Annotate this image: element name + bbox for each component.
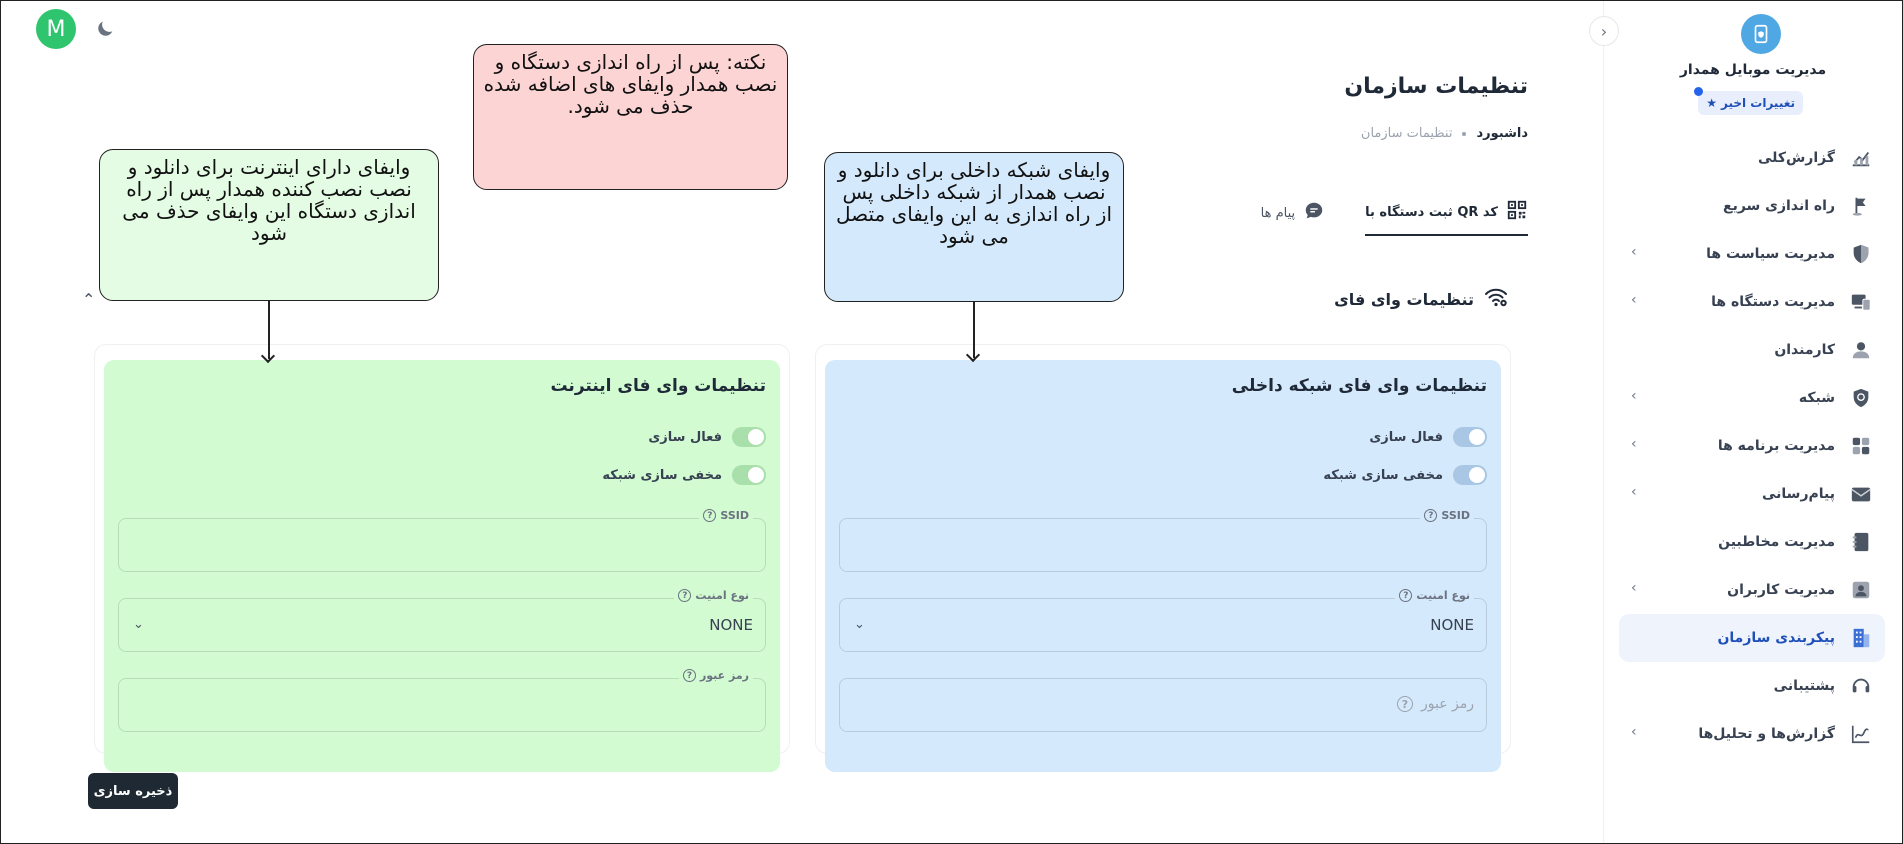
network-shield-icon: [1849, 386, 1873, 410]
chevron-down-icon: ⌄: [133, 617, 144, 632]
hide-network-toggle[interactable]: [732, 465, 766, 485]
sidebar-item-label: گزارش‌ها و تحلیل‌ها: [1698, 726, 1835, 742]
avatar[interactable]: M: [36, 9, 76, 49]
sidebar-item-label: مدیریت مخاطبین: [1718, 534, 1835, 550]
security-type-value: NONE: [1430, 616, 1474, 634]
chevron-left-icon: ‹: [1631, 580, 1637, 596]
qr-icon: [1506, 199, 1528, 225]
sidebar-item-label: مدیریت دستگاه ها: [1711, 294, 1835, 310]
hide-network-label: مخفی سازی شبکه: [602, 467, 722, 483]
sidebar: [1600, 0, 1903, 844]
sidebar-item-label: شبکه: [1798, 390, 1835, 406]
enable-row: [839, 426, 1487, 448]
sidebar-item-label: گزارش‌کلی: [1757, 150, 1835, 166]
password-placeholder: رمز عبور ?: [1397, 696, 1474, 712]
enable-toggle[interactable]: [732, 427, 766, 447]
recent-changes-badge[interactable]: [1698, 91, 1803, 115]
chevron-up-icon[interactable]: ⌃: [82, 290, 96, 309]
note-callout: نکته: پس از راه اندازی دستگاه و نصب همدار وایفای های اضافه شده حذف می شود.: [473, 44, 788, 190]
sidebar-item-employees[interactable]: [1619, 326, 1885, 374]
contacts-icon: [1849, 530, 1873, 554]
support-icon: [1849, 674, 1873, 698]
enable-row: [118, 426, 766, 448]
ssid-label: SSID ?: [1420, 509, 1474, 522]
breadcrumb-current: تنظیمات سازمان: [1360, 126, 1453, 141]
help-icon[interactable]: ?: [1424, 509, 1437, 522]
password-label: رمز عبور ?: [679, 669, 753, 682]
sidebar-item-label: پشتیبانی: [1773, 678, 1835, 694]
chevron-right-icon[interactable]: ›: [1589, 16, 1619, 46]
sidebar-item-devices[interactable]: [1619, 278, 1885, 326]
internal-wifi-card: [825, 360, 1501, 772]
internal-wifi-title: تنظیمات وای فای شبکه داخلی: [1231, 376, 1487, 396]
chevron-down-icon: ⌄: [854, 617, 865, 632]
page-title: تنظیمات سازمان: [1344, 74, 1528, 99]
arrow-internal: [973, 302, 975, 358]
password-input[interactable]: [839, 678, 1487, 732]
tab-label: پیام ها: [1260, 205, 1296, 221]
internal-wifi-callout: وایفای شبکه داخلی برای دانلود و نصب همدار از شبکه داخلی پس از راه اندازی به این وایفای متصل می شود: [824, 152, 1124, 302]
sidebar-item-org-config[interactable]: [1619, 614, 1885, 662]
chevron-left-icon: ‹: [1631, 292, 1637, 308]
user-icon: [1849, 338, 1873, 362]
sidebar-item-label: مدیریت کاربران: [1727, 582, 1835, 598]
analytics-icon: [1849, 722, 1873, 746]
breadcrumb: [1361, 126, 1528, 141]
devices-icon: [1849, 290, 1873, 314]
ssid-input[interactable]: [839, 509, 1487, 572]
sidebar-item-policies[interactable]: [1619, 230, 1885, 278]
sidebar-item-quick-setup[interactable]: [1619, 182, 1885, 230]
breadcrumb-home[interactable]: داشبورد: [1476, 126, 1528, 141]
enable-label: فعال سازی: [1369, 429, 1443, 445]
sidebar-item-messaging[interactable]: [1619, 470, 1885, 518]
chevron-left-icon: ‹: [1631, 244, 1637, 260]
internet-wifi-title: تنظیمات وای فای اینترنت: [550, 376, 766, 396]
hide-network-row: [839, 464, 1487, 486]
internet-wifi-callout: وایفای دارای اینترنت برای دانلود و نصب نصب کننده همدار پس از راه اندازی دستگاه این وایفای حذف می شود: [99, 149, 439, 301]
sidebar-item-label: پیکربندی سازمان: [1717, 630, 1835, 646]
wifi-section-label: تنظیمات وای فای: [1334, 289, 1474, 309]
brand-title: مدیریت موبایل همدار: [1679, 62, 1827, 78]
notification-dot: [1694, 87, 1703, 96]
help-icon[interactable]: ?: [1397, 696, 1413, 712]
sidebar-item-apps[interactable]: [1619, 422, 1885, 470]
security-type-label: نوع امنیت ?: [674, 589, 753, 602]
internet-wifi-card: [104, 360, 780, 772]
chevron-left-icon: ‹: [1631, 484, 1637, 500]
hide-network-label: مخفی سازی شبکه: [1323, 467, 1443, 483]
sidebar-item-label: پیام‌رسانی: [1762, 486, 1835, 502]
enable-toggle[interactable]: [1453, 427, 1487, 447]
tab-label: ثبت دستگاه با QR کد: [1365, 204, 1498, 220]
sidebar-item-label: کارمندان: [1774, 342, 1835, 358]
wifi-section-title[interactable]: [1334, 286, 1508, 312]
hide-network-row: [118, 464, 766, 486]
chevron-left-icon: ‹: [1631, 388, 1637, 404]
star-icon: ★: [1706, 96, 1717, 110]
help-icon[interactable]: ?: [678, 589, 691, 602]
tabs: [1261, 196, 1528, 236]
phone-shield-icon: [1741, 14, 1781, 54]
sidebar-item-label: مدیریت سیاست ها: [1706, 246, 1835, 262]
security-type-label: نوع امنیت ?: [1395, 589, 1474, 602]
recent-changes-label: تغییرات اخیر: [1720, 96, 1795, 110]
chart-icon: [1849, 146, 1873, 170]
save-button[interactable]: ذخیره سازی: [88, 773, 178, 809]
breadcrumb-separator: [1462, 132, 1466, 136]
moon-icon[interactable]: [94, 18, 116, 44]
enable-label: فعال سازی: [648, 429, 722, 445]
user-card-icon: [1849, 578, 1873, 602]
sidebar-item-label: مدیریت برنامه ها: [1717, 438, 1835, 454]
wifi-gear-icon: [1484, 286, 1508, 312]
sidebar-item-overview[interactable]: [1619, 134, 1885, 182]
security-type-select[interactable]: [118, 589, 766, 652]
sidebar-nav: [1619, 134, 1885, 758]
sidebar-item-support[interactable]: [1619, 662, 1885, 710]
arrow-internet: [268, 301, 270, 359]
ssid-label: SSID ?: [699, 509, 753, 522]
apps-icon: [1849, 434, 1873, 458]
tab-qr-registration[interactable]: [1365, 196, 1528, 236]
ssid-input[interactable]: [118, 509, 766, 572]
security-type-value: NONE: [709, 616, 753, 634]
help-icon[interactable]: ?: [703, 509, 716, 522]
sidebar-item-network[interactable]: [1619, 374, 1885, 422]
building-icon: [1849, 626, 1873, 650]
sidebar-item-contacts[interactable]: [1619, 518, 1885, 566]
sidebar-item-label: راه اندازی سریع: [1723, 198, 1835, 214]
chat-icon: [1303, 200, 1325, 226]
sidebar-item-users[interactable]: [1619, 566, 1885, 614]
security-type-select[interactable]: [839, 589, 1487, 652]
sidebar-item-reports[interactable]: [1619, 710, 1885, 758]
help-icon[interactable]: ?: [683, 669, 696, 682]
help-icon[interactable]: ?: [1399, 589, 1412, 602]
hide-network-toggle[interactable]: [1453, 465, 1487, 485]
mail-icon: [1849, 482, 1873, 506]
tab-messages[interactable]: [1261, 196, 1326, 236]
flag-icon: [1849, 194, 1873, 218]
shield-icon: [1849, 242, 1873, 266]
password-input[interactable]: [118, 669, 766, 732]
chevron-left-icon: ‹: [1631, 724, 1637, 740]
chevron-left-icon: ‹: [1631, 436, 1637, 452]
